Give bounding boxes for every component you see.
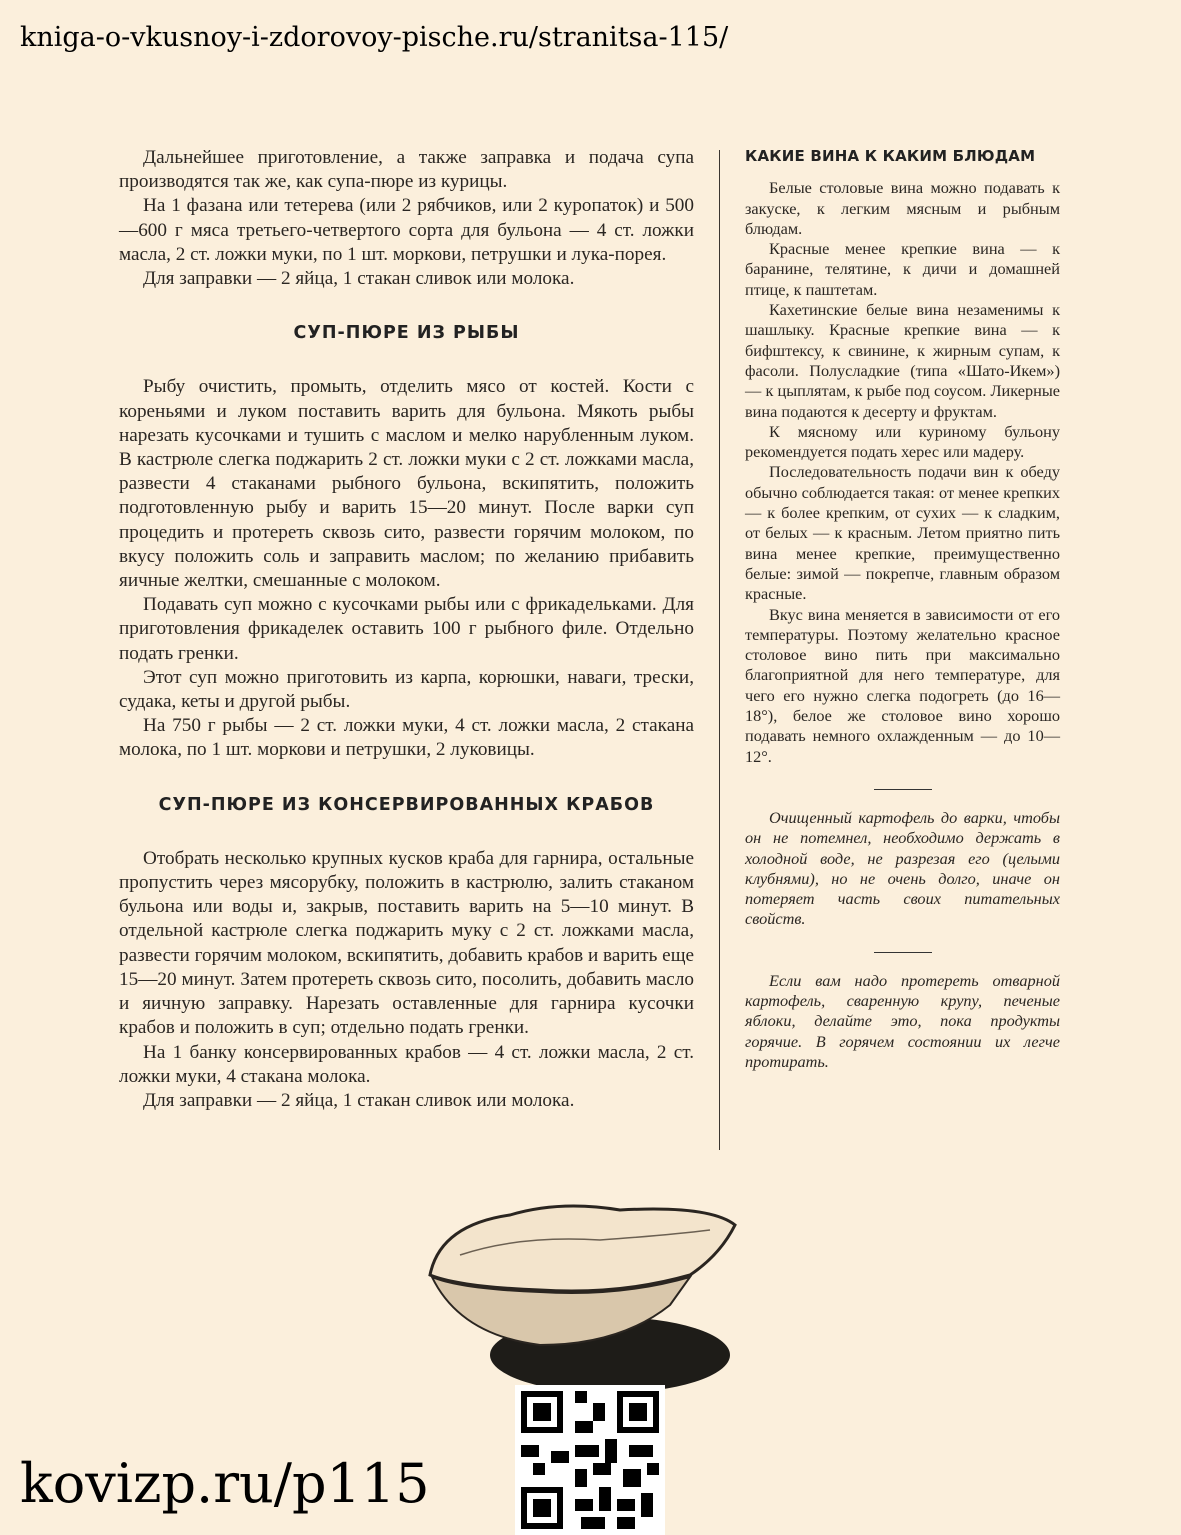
paragraph: Рыбу очистить, промыть, отделить мясо от костей. Кости с кореньями и луком поставить варить для бульона. Мякоть рыбы нарезать кусочками и тушить с маслом и мелко нарубленным луком. В кастрюле слегка поджарить 2 ст. ложки муки с 2 ст. ложками масла, развести 4 стаканами рыбного бульона, вскипятить, положить подготовленную рыбу и варить 15—20 минут. После варки суп процедить и протереть сквозь сито, развести горячим молоком, по вкусу положить соль и заправить маслом; по желанию прибавить яичные желтки, смешанные с молоком. [119, 376, 694, 592]
paragraph: К мясному или куриному бульону рекомендуется подать херес или мадеру. [745, 421, 1060, 462]
main-column [119, 146, 694, 1113]
paragraph: Последовательность подачи вин к обеду обычно соблюдается такая: от менее крепких — к более крепким, от сухих — к сладким, от белых — к красным. Летом приятно пить вина менее крепкие, преимущественно белые: зимой — покрепче, главным образом красные. [745, 462, 1060, 604]
separator [874, 952, 932, 953]
paragraph: Красные менее крепкие вина — к баранине, телятине, к дичи и домашней птице, к паштетам. [745, 239, 1060, 299]
sidebar [745, 146, 1060, 1072]
paragraph: На 1 банку консервированных крабов — 4 ст. ложки масла, 2 ст. ложки муки, 4 стакана молока. [119, 1041, 694, 1087]
paragraph: На 1 фазана или тетерева (или 2 рябчиков, или 2 куропаток) и 500—600 г мяса третьего-четвертого сорта для бульона — 4 ст. ложки масла, 2 ст. ложки муки, по 1 шт. моркови, петрушки и лука-порея. [119, 195, 694, 265]
bowl-illustration [420, 1195, 750, 1405]
paragraph: На 750 г рыбы — 2 ст. ложки муки, 4 ст. ложки масла, 2 стакана молока, по 1 шт. моркови и петрушки, 2 луковицы. [119, 715, 694, 761]
column-divider [719, 150, 720, 1150]
tip-note: Если вам надо протереть отварной картофель, сваренную крупу, печеные яблоки, делайте это, пока продукты горячие. В горячем состоянии их легче протирать. [745, 970, 1060, 1071]
short-url[interactable]: kovizp.ru/p115 [20, 1452, 430, 1515]
paragraph: Кахетинские белые вина незаменимы к шашлыку. Красные крепкие вина — к бифштексу, к свинине, к жирным супам, к фасоли. Полусладкие (типа «Шато-Икем») — к цыплятам, к рыбе под соусом. Ликерные вина подаются к десерту и фруктам. [745, 300, 1060, 421]
paragraph: Вкус вина меняется в зависимости от его температуры. Поэтому желательно красное столовое вино пить при максимально благоприятной для него температуре, для чего его нужно слегка подогреть (до 16—18°), белое же столовое вино хорошо подавать немного охлажденным — до 10—12°. [745, 604, 1060, 766]
crab-soup-title: СУП-ПЮРЕ ИЗ КОНСЕРВИРОВАННЫХ КРАБОВ [158, 794, 655, 815]
sidebar-title: КАКИЕ ВИНА К КАКИМ БЛЮДАМ [745, 147, 1036, 165]
page-url[interactable]: kniga-o-vkusnoy-i-zdorovoy-pische.ru/stranitsa-115/ [20, 22, 729, 53]
paragraph: Подавать суп можно с кусочками рыбы или с фрикадельками. Для приготовления фрикаделек оставить 100 г рыбного филе. Отдельно подать гренки. [119, 594, 694, 664]
paragraph: Для заправки — 2 яйца, 1 стакан сливок или молока. [143, 1089, 575, 1111]
paragraph: Этот суп можно приготовить из карпа, корюшки, наваги, трески, судака, кеты и другой рыбы. [119, 666, 694, 713]
paragraph: Отобрать несколько крупных кусков краба для гарнира, остальные пропустить через мясорубку, положить в кастрюлю, залить стаканом бульона или воды и, закрыв, поставить варить на 5—10 минут. В отдельной кастрюле слегка поджарить муку с 2 ст. ложками масла, развести горячим молоком, вскипятить, добавить крабов и варить еще 15—20 минут. Затем протереть сквозь сито, посолить, добавить масло и яичную заправку. Нарезать оставленные для гарнира кусочки крабов и положить в суп; отдельно подать гренки. [119, 847, 694, 1039]
qr-code[interactable] [515, 1385, 665, 1535]
tip-note: Очищенный картофель до варки, чтобы он не потемнел, необходимо держать в холодной воде, не разрезая его (целыми клубнями), но не очень долго, иначе он потеряет часть своих питательных свойств. [745, 807, 1060, 929]
fish-soup-title: СУП-ПЮРЕ ИЗ РЫБЫ [293, 323, 520, 344]
paragraph: Белые столовые вина можно подавать к закуске, к легким мясным и рыбным блюдам. [745, 178, 1060, 238]
paragraph: Для заправки — 2 яйца, 1 стакан сливок или молока. [143, 268, 575, 290]
separator [874, 789, 932, 790]
paragraph: Дальнейшее приготовление, а также заправка и подача супа производятся так же, как супа-пюре из курицы. [119, 147, 694, 193]
